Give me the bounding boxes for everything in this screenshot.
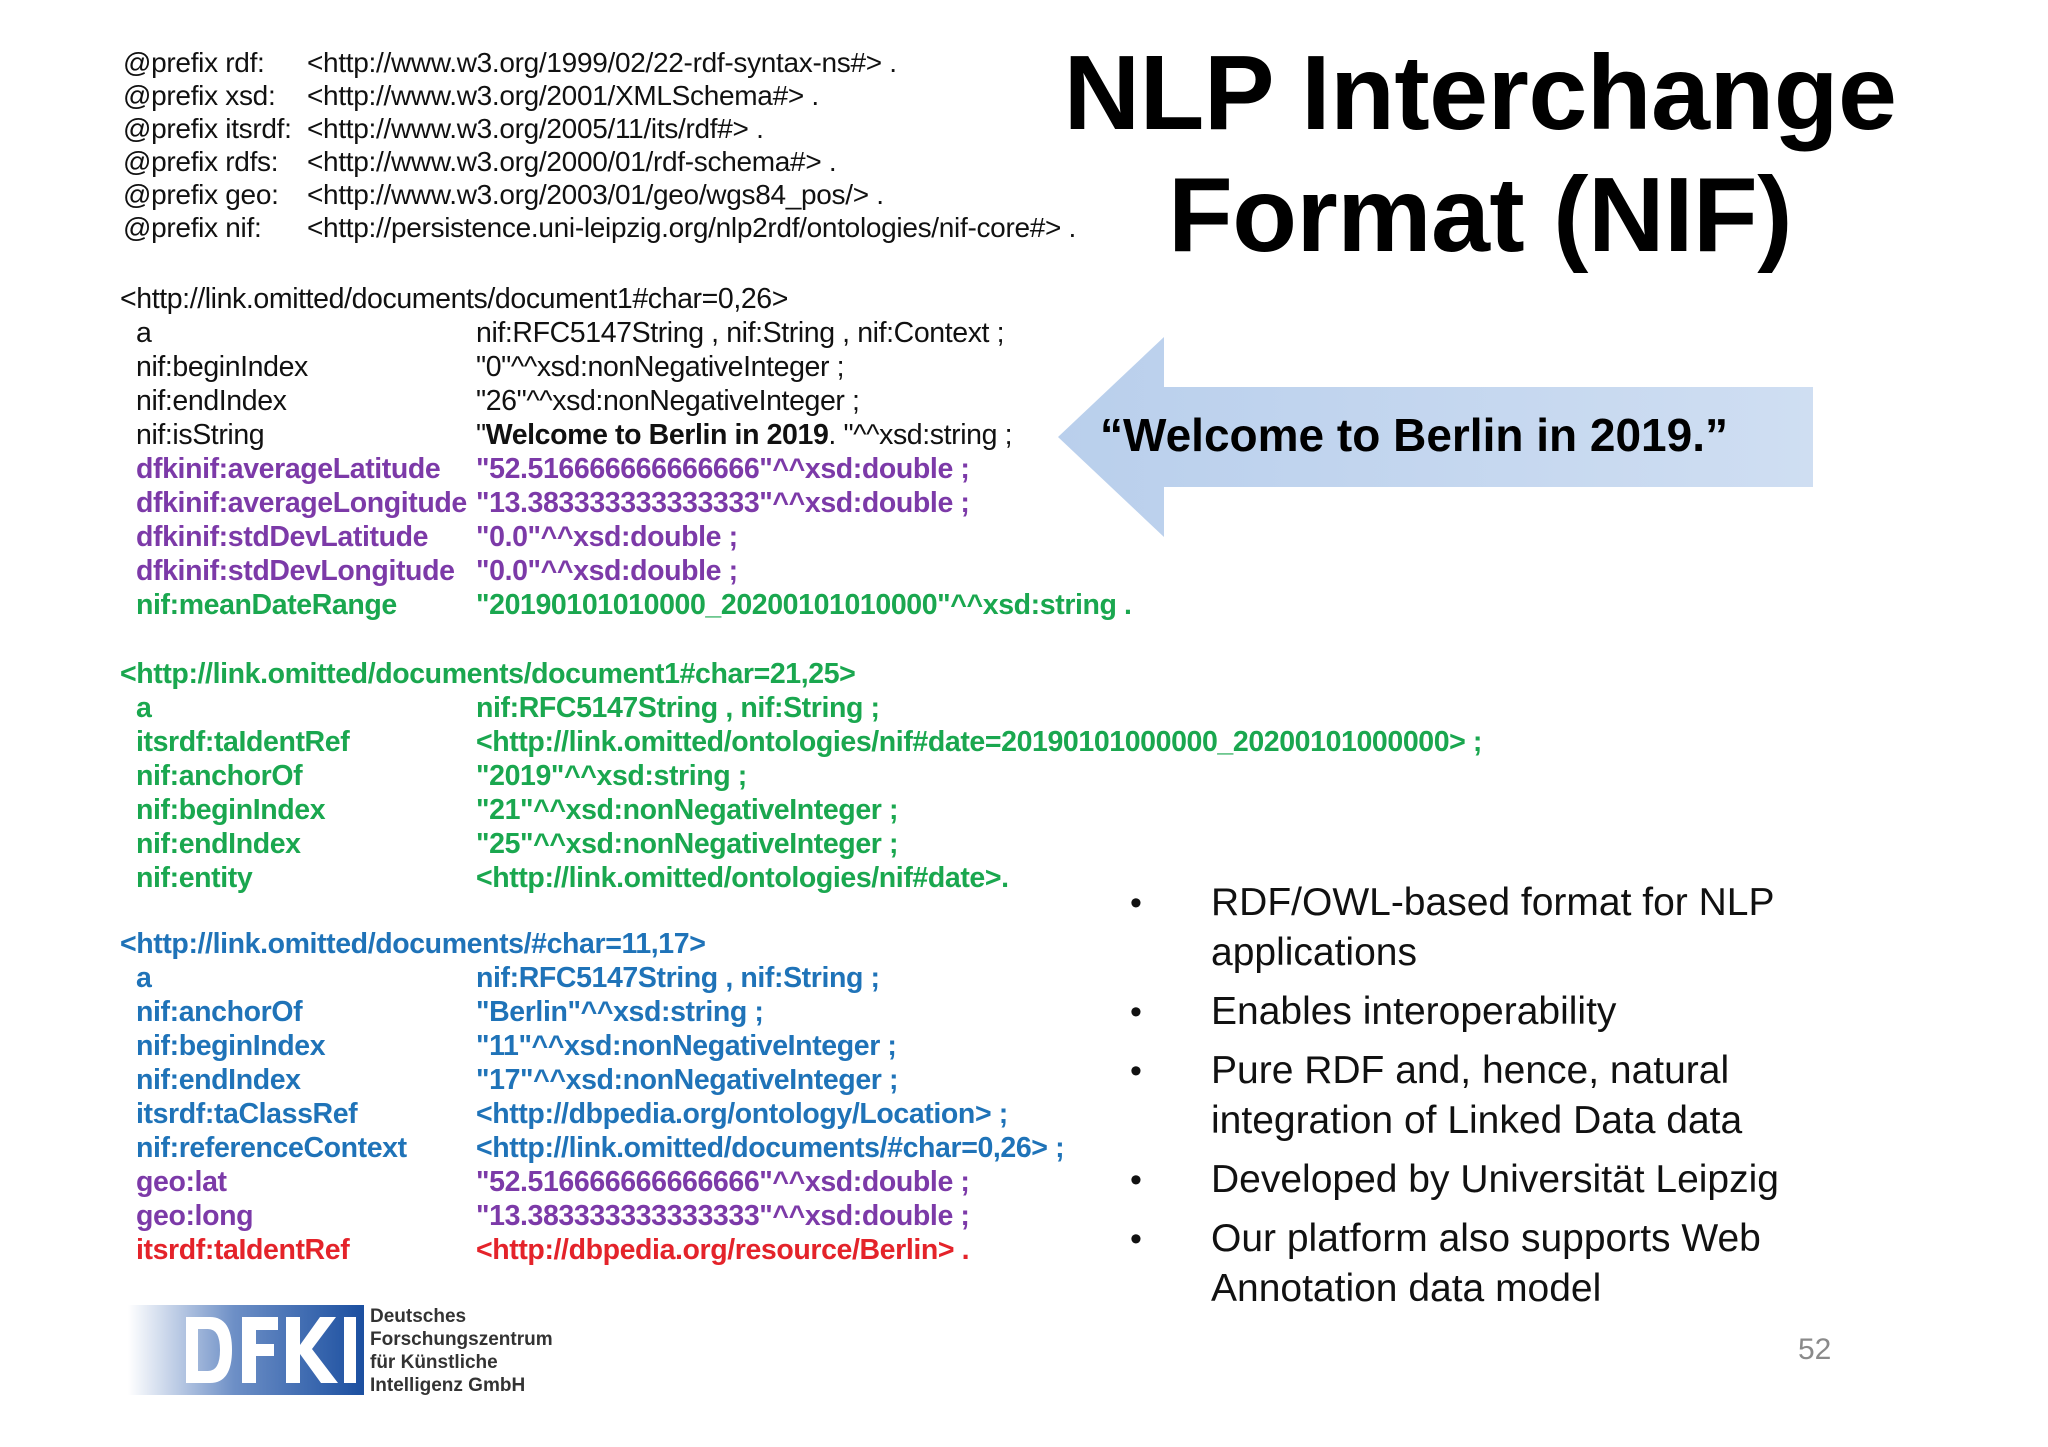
triple-row <box>120 1165 1064 1199</box>
prefix-declarations <box>123 46 1076 244</box>
predicate: itsrdf:taIdentRef <box>136 1234 350 1266</box>
triple-row <box>120 1063 1064 1097</box>
predicate: itsrdf:taIdentRef <box>136 726 350 758</box>
object: <http://link.omitted/documents/#char=0,26> ; <box>476 1132 1065 1164</box>
triple-row <box>120 350 1132 384</box>
list-item <box>1130 1046 1830 1146</box>
subject-uri: <http://link.omitted/documents/document1#char=0,26> <box>120 283 788 315</box>
prefix-key: @prefix nif: <box>123 212 262 243</box>
object: "17"^^xsd:nonNegativeInteger ; <box>476 1064 899 1096</box>
list-item <box>1130 1155 1830 1205</box>
object-string-bold: Welcome to Berlin in 2019 <box>485 419 829 451</box>
triple-row <box>120 1097 1064 1131</box>
predicate: dfkinif:averageLongitude <box>136 487 467 519</box>
predicate: geo:long <box>136 1200 254 1232</box>
title-line-2: Format (NIF) <box>1167 156 1793 274</box>
triple-row <box>120 995 1064 1029</box>
callout-sentence: “Welcome to Berlin in 2019.” <box>1100 409 1729 461</box>
object: "52.516666666666666"^^xsd:double ; <box>476 1166 970 1198</box>
rdf-block-context <box>120 282 1132 622</box>
bullet-text: Developed by Universität Leipzig <box>1211 1158 1779 1201</box>
object <box>476 418 1012 452</box>
object: "11"^^xsd:nonNegativeInteger ; <box>476 1030 897 1062</box>
prefix-key: @prefix rdfs: <box>123 146 279 177</box>
predicate: nif:anchorOf <box>136 760 303 792</box>
object: "0.0"^^xsd:double ; <box>476 521 738 553</box>
object: <http://link.omitted/ontologies/nif#date>. <box>476 862 1009 894</box>
subject-uri: <http://link.omitted/documents/document1#char=21,25> <box>120 658 856 690</box>
triple-row <box>120 316 1132 350</box>
object: <http://link.omitted/ontologies/nif#date=20190101000000_20200101000000> ; <box>476 726 1483 758</box>
predicate: nif:meanDateRange <box>136 589 397 621</box>
triple-row <box>120 725 1482 759</box>
object: <http://dbpedia.org/ontology/Location> ; <box>476 1098 1008 1130</box>
bullet-icon: • <box>1130 884 1142 922</box>
bullet-icon: • <box>1130 993 1142 1031</box>
object: "52.516666666666666"^^xsd:double ; <box>476 453 970 485</box>
org-line: für Künstliche <box>370 1352 498 1373</box>
predicate: a <box>136 317 152 349</box>
prefix-geo <box>123 178 1076 211</box>
predicate: nif:beginIndex <box>136 1030 326 1062</box>
object: "20190101010000_20200101010000"^^xsd:string . <box>476 589 1132 621</box>
object: <http://dbpedia.org/resource/Berlin> . <box>476 1234 970 1266</box>
object-quote: " <box>476 419 486 451</box>
prefix-key: @prefix xsd: <box>123 80 276 111</box>
triple-row <box>120 1131 1064 1165</box>
list-item <box>1130 878 1830 978</box>
object: "21"^^xsd:nonNegativeInteger ; <box>476 794 899 826</box>
title-line-1: NLP Interchange <box>1063 34 1897 152</box>
predicate: nif:isString <box>136 419 265 451</box>
org-line: Forschungszentrum <box>370 1329 553 1350</box>
predicate: itsrdf:taClassRef <box>136 1098 358 1130</box>
prefix-key: @prefix rdf: <box>123 47 265 78</box>
predicate: dfkinif:stdDevLatitude <box>136 521 429 553</box>
prefix-key: @prefix geo: <box>123 179 279 210</box>
bullet-icon: • <box>1130 1161 1142 1199</box>
predicate: nif:endIndex <box>136 385 287 417</box>
object: "26"^^xsd:nonNegativeInteger ; <box>476 385 860 417</box>
triple-row <box>120 418 1132 452</box>
prefix-value: <http://persistence.uni-leipzig.org/nlp2rdf/ontologies/nif-core#> . <box>307 212 1077 243</box>
page-number: 52 <box>1798 1333 1832 1366</box>
rdf-block-date <box>120 657 1482 895</box>
triple-row <box>120 1029 1064 1063</box>
triple-row <box>120 793 1482 827</box>
triple-row <box>120 961 1064 995</box>
object-suffix: . "^^xsd:string ; <box>828 419 1013 451</box>
triple-row <box>120 1199 1064 1233</box>
org-line: Deutsches <box>370 1306 467 1327</box>
predicate: a <box>136 692 152 724</box>
list-item <box>1130 987 1830 1037</box>
organization-name <box>370 1305 553 1397</box>
predicate: nif:entity <box>136 862 253 894</box>
triple-row <box>120 452 1132 486</box>
prefix-xsd <box>123 79 1076 112</box>
page-title <box>1045 32 1915 276</box>
prefix-nif <box>123 211 1076 244</box>
predicate: nif:endIndex <box>136 1064 301 1096</box>
predicate: nif:beginIndex <box>136 794 326 826</box>
predicate: nif:referenceContext <box>136 1132 407 1164</box>
predicate: nif:anchorOf <box>136 996 303 1028</box>
object: nif:RFC5147String , nif:String ; <box>476 692 880 724</box>
prefix-value: <http://www.w3.org/2000/01/rdf-schema#> . <box>307 146 837 177</box>
predicate: dfkinif:stdDevLongitude <box>136 555 455 587</box>
predicate: dfkinif:averageLatitude <box>136 453 441 485</box>
bullet-icon: • <box>1130 1052 1142 1090</box>
object: "0"^^xsd:nonNegativeInteger ; <box>476 351 845 383</box>
object: "13.383333333333333"^^xsd:double ; <box>476 1200 970 1232</box>
list-item <box>1130 1214 1830 1314</box>
triple-row <box>120 520 1132 554</box>
bullet-text: Pure RDF and, hence, natural integration of Linked Data data <box>1211 1049 1743 1142</box>
triple-row <box>120 554 1132 588</box>
predicate: geo:lat <box>136 1166 227 1198</box>
prefix-value: <http://www.w3.org/2005/11/its/rdf#> . <box>307 113 764 144</box>
predicate: a <box>136 962 152 994</box>
triple-row <box>120 384 1132 418</box>
prefix-key: @prefix itsrdf: <box>123 113 292 144</box>
object: nif:RFC5147String , nif:String , nif:Context ; <box>476 317 1005 349</box>
triple-row <box>120 827 1482 861</box>
triple-row <box>120 588 1132 622</box>
subject-uri: <http://link.omitted/documents/#char=11,17> <box>120 928 706 960</box>
bullet-text: RDF/OWL-based format for NLP applications <box>1211 881 1774 974</box>
prefix-rdf <box>123 46 1076 79</box>
predicate: nif:endIndex <box>136 828 301 860</box>
triple-row <box>120 691 1482 725</box>
prefix-rdfs <box>123 145 1076 178</box>
feature-bullet-list <box>1130 878 1830 1323</box>
object: nif:RFC5147String , nif:String ; <box>476 962 880 994</box>
org-line: Intelligenz GmbH <box>370 1375 526 1396</box>
prefix-value: <http://www.w3.org/2003/01/geo/wgs84_pos/> . <box>307 179 884 210</box>
object: "13.383333333333333"^^xsd:double ; <box>476 487 970 519</box>
object: "25"^^xsd:nonNegativeInteger ; <box>476 828 899 860</box>
bullet-icon: • <box>1130 1220 1142 1258</box>
bullet-text: Enables interoperability <box>1211 990 1617 1033</box>
predicate: nif:beginIndex <box>136 351 308 383</box>
triple-row <box>120 1233 1064 1267</box>
prefix-value: <http://www.w3.org/2001/XMLSchema#> . <box>307 80 819 111</box>
bullet-text: Our platform also supports Web Annotation data model <box>1211 1217 1761 1310</box>
prefix-itsrdf <box>123 112 1076 145</box>
object: "2019"^^xsd:string ; <box>476 760 747 792</box>
object: "0.0"^^xsd:double ; <box>476 555 738 587</box>
rdf-block-location <box>120 927 1064 1267</box>
object: "Berlin"^^xsd:string ; <box>476 996 764 1028</box>
prefix-value: <http://www.w3.org/1999/02/22-rdf-syntax-ns#> . <box>307 47 897 78</box>
dfki-logo <box>128 1305 364 1395</box>
triple-row <box>120 486 1132 520</box>
triple-row <box>120 759 1482 793</box>
